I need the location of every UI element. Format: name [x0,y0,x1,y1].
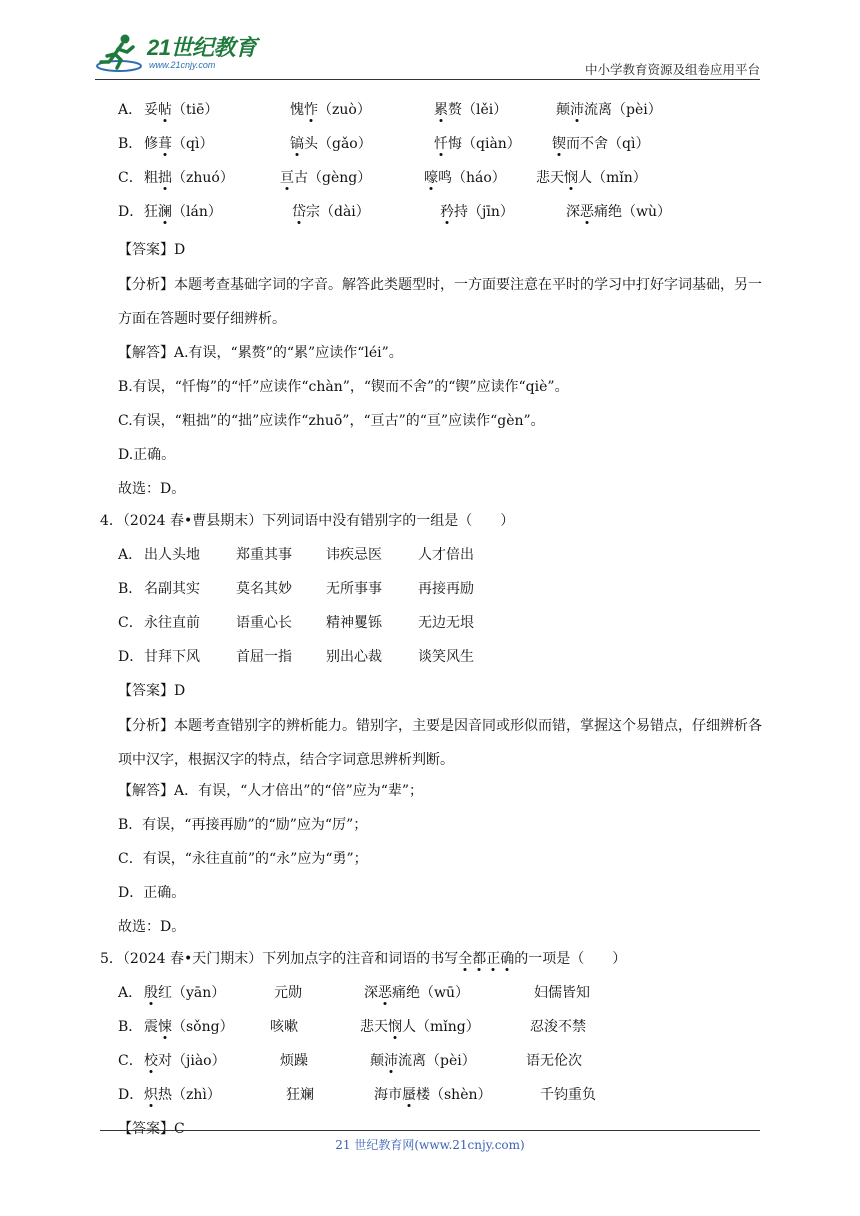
q3-d-item-4: 深恶痛绝（wù） [566,204,671,220]
q3-analysis: 【分析】本题考查基础字词的字音。解答此类题型时，一方面要注意在平时的学习中打好字词基础，另一方面在答题时要仔细辨析。 [118,277,762,327]
q3-c-item-1: 粗拙（zhuó） [144,170,234,186]
q5-stem: 5．（2024 春•天门期末）下列加点字的注音和词语的书写全都正确的一项是（ ） [100,951,627,967]
runner-logo-icon [95,32,143,74]
logo-url: www.21cnjy.com [149,59,216,70]
q3-a-item-2: 愧怍（zuò） [290,102,371,118]
q3-a-item-1: 妥帖（tiē） [144,102,219,118]
q4-solution-b: B．有误，“再接再励”的“励”应为“厉”； [118,817,368,833]
q3-solution-a: 【解答】A.有误，“累赘”的“累”应读作“léi”。 [118,345,403,361]
footer-divider [100,1130,760,1131]
header-divider [95,79,760,80]
q4-stem: 4．（2024 春•曹县期末）下列词语中没有错别字的一组是（ ） [100,513,515,529]
q3-c-item-4: 悲天悯人（mǐn） [536,170,647,186]
q3-d-item-3: 矜持（jīn） [440,204,514,220]
q5-b-item-1: 震悚（sǒng） [144,1019,234,1035]
q4-solution-a: 【解答】A．有误，“人才倍出”的“倍”应为“辈”； [118,783,424,799]
q5-c-item-3: 颠沛流离（pèi） [370,1053,476,1069]
q5-d-item-1: 炽热（zhì） [144,1087,221,1103]
q3-a-item-4: 颠沛流离（pèi） [556,102,662,118]
q4-solution-c: C．有误，“永往直前”的“永”应为“勇”； [118,851,368,867]
q3-b-item-1: 修葺（qì） [144,136,214,152]
logo-title: 21世纪教育 [147,34,257,60]
q3-c-item-3: 嚎鸣（háo） [424,170,506,186]
q4-solution-d: D．正确。 [118,885,186,901]
page-header [95,30,760,80]
q3-a-item-3: 累赘（lěi） [434,102,508,118]
q5-c-item-1: 校对（jiào） [144,1053,226,1069]
page-footer: 21 世纪教育网(www.21cnjy.com) [335,1138,525,1152]
q3-solution-d: D.正确。 [118,447,176,463]
q4-analysis: 【分析】本题考查错别字的辨析能力。错别字，主要是因音同或形似而错，掌握这个易错点，仔细辨析各项中汉字，根据汉字的特点，结合字词意思辨析判断。 [118,718,762,768]
q5-emphasis: 全都正确 [458,951,515,967]
q5-b-item-3: 悲天悯人（mǐng） [360,1019,480,1035]
platform-name: 中小学教育资源及组卷应用平台 [584,62,760,77]
q3-b-item-3: 忏悔（qiàn） [434,136,521,152]
q3-b-item-2: 镐头（gǎo） [290,136,372,152]
q5-a-item-3: 深恶痛绝（wū） [364,985,469,1001]
q3-answer: 【答案】D [118,242,186,258]
q4-answer: 【答案】D [118,683,186,699]
q3-d-item-2: 岱宗（dài） [292,204,370,220]
q5-a-item-1: 殷红（yān） [144,985,226,1001]
q3-c-item-2: 亘古（gèng） [280,170,372,186]
logo [95,32,256,74]
q3-b-item-4: 锲而不舍（qì） [552,136,650,152]
q3-conclusion: 故选：D。 [118,481,186,497]
q5-d-item-3: 海市蜃楼（shèn） [374,1087,492,1103]
document-page: 21世纪教育 www.21cnjy.com 中小学教育资源及组卷应用平台 A． 妥帖（tiē） 愧怍（zuò） 累赘（lěi） 颠沛流离（pèi） B． 修葺（qì） 镐头（gǎo） 忏悔（qiàn） 锲而不舍（qì） C． 粗拙（zhuó） 亘古（gèng） 嚎鸣（háo） 悲天悯人（mǐn） D． 狂澜（lán） 岱宗（dài） 矜持（jīn） 深恶痛绝（wù） 【答案】D 【分析】本题考查基础字词的字音。解答此类题型时，一方面要注意在平时的学习中打好字词基础，另一方面在答题时要仔细辨析。 【解答】A.有误，“累赘”的“累”应读作“léi”。 B.有误，“忏悔”的“忏”应读作“chàn”，“锲而不舍”的“锲”应读作“qiè”。 C.有误，“粗拙”的“拙”应读作“zhuō”，“亘古”的“亘”应读作“gèn”。 D.正确。 故选：D。 4．（2024 春•曹县期末）下列词语中没有错别字的一组是（ ） A． 出人头地 郑重其事 讳疾忌医 人才倍出 B． 名副其实 莫名其妙 无所事事 再接再励 C． 永往直前 语重心长 精神矍铄 无边无垠 D． 甘拜下风 首屈一指 别出心裁 谈笑风生 【答案】D 【分析】本题考查错别字的辨析能力。错别字，主要是因音同或形似而错，掌握这个易错点，仔细辨析各项中汉字，根据汉字的特点，结合字词意思辨析判断。 【解答】A．有误，“人才倍出”的“倍”应为“辈”； B．有误，“再接再励”的“励”应为“厉”； C．有误，“永往直前”的“永”应为“勇”； D．正确。 故选：D。 5．（2024 春•天门期末）下列加点字的注音和词语的书写全都正确的一项是（ ） A． 殷红（yān） 元勋 深恶痛绝（wū） 妇儒皆知 B． 震悚（sǒng） 咳嗽 悲天悯人（mǐng） 忍浚不禁 C． 校对（jiào） 烦躁 颠沛流离（pèi） 语无伦次 D． 炽热（zhì） 狂斓 海市蜃楼（shèn） 千钧重负 【答案】C 21 世纪教育网(www.21cnjy.com) [0,0,860,1216]
q3-solution-b: B.有误，“忏悔”的“忏”应读作“chàn”，“锲而不舍”的“锲”应读作“qiè”。 [118,379,569,395]
q5-answer: 【答案】C [118,1121,185,1137]
q3-solution-c: C.有误，“粗拙”的“拙”应读作“zhuō”，“亘古”的“亘”应读作“gèn”。 [118,413,545,429]
q3-d-item-1: 狂澜（lán） [144,204,222,220]
q4-conclusion: 故选：D。 [118,919,186,935]
